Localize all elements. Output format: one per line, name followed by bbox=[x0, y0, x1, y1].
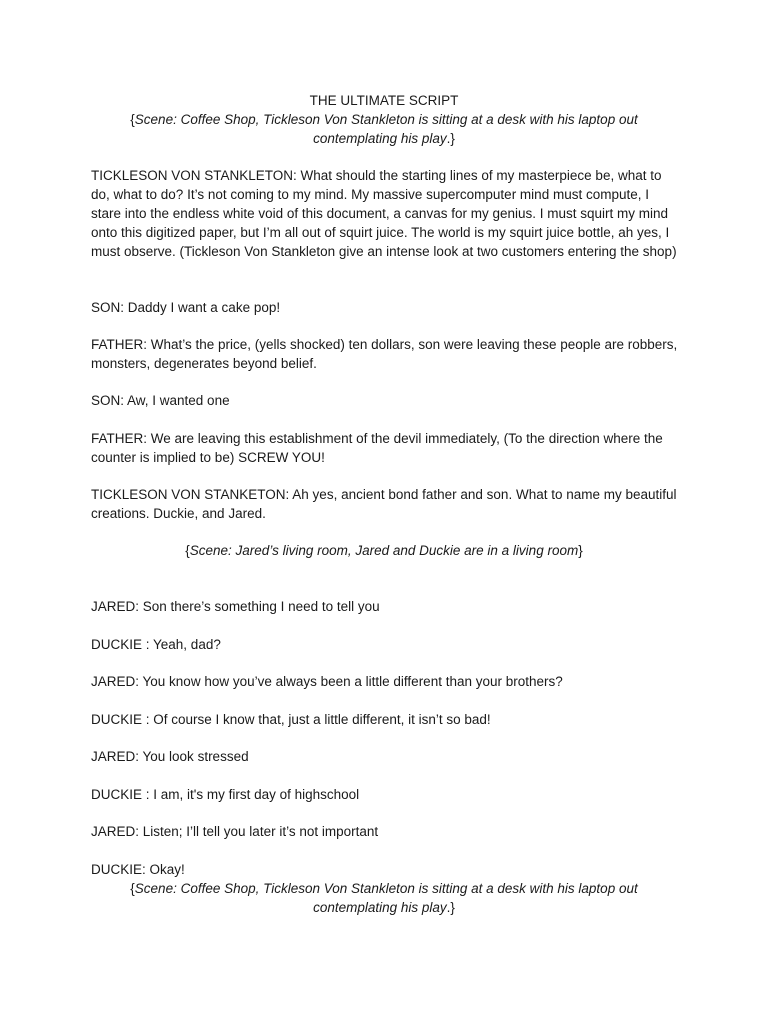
dialogue-line: JARED: Listen; I’ll tell you later it’s not important bbox=[91, 824, 379, 839]
dialogue-line: JARED: You know how you’ve always been a little different than your brothers? bbox=[91, 674, 563, 689]
direction-open-brace: { bbox=[185, 543, 190, 558]
dialogue-line: SON: Daddy I want a cake pop! bbox=[91, 300, 281, 315]
stage-direction-coffee-shop-repeat bbox=[110, 879, 658, 917]
dialogue-line: JARED: Son there’s something I need to tell you bbox=[91, 599, 380, 614]
dialogue-line: DUCKIE : Yeah, dad? bbox=[91, 637, 221, 652]
direction-close-brace: .} bbox=[446, 900, 455, 915]
dialogue-line: SON: Aw, I wanted one bbox=[91, 393, 230, 408]
direction-text: Scene: Coffee Shop, Tickleson Von Stankleton is sitting at a desk with his laptop out contemplating his play bbox=[134, 881, 638, 915]
direction-open-brace: { bbox=[130, 881, 135, 896]
dialogue-line: TICKLESON VON STANKETON: Ah yes, ancient bond father and son. What to name my beautiful creations. Duckie, and Jared. bbox=[91, 487, 677, 521]
direction-close-brace: .} bbox=[446, 131, 455, 146]
direction-text: Scene: Coffee Shop, Tickleson Von Stankleton is sitting at a desk with his laptop out contemplating his play bbox=[134, 112, 638, 146]
dialogue-line: TICKLESON VON STANKLETON: What should the starting lines of my masterpiece be, what to do, what to do? It’s not coming to my mind. My massive supercomputer mind must compute, I stare into the endless white void of this document, a canvas for my genius. I must squirt my mind onto this digitized paper, but I’m all out of squirt juice. The world is my squirt juice bottle, ah yes, I must observe. (Tickleson Von Stankleton give an intense look at two customers entering the shop) bbox=[91, 168, 677, 259]
dialogue-line: DUCKIE : I am, it's my first day of highschool bbox=[91, 787, 360, 802]
script-title: THE ULTIMATE SCRIPT bbox=[309, 93, 459, 108]
dialogue-line: DUCKIE: Okay! bbox=[91, 862, 185, 877]
dialogue-line: FATHER: We are leaving this establishment of the devil immediately, (To the direction where the counter is implied to be) SCREW YOU! bbox=[91, 431, 663, 465]
dialogue-line: DUCKIE : Of course I know that, just a little different, it isn’t so bad! bbox=[91, 712, 491, 727]
dialogue-line: FATHER: What’s the price, (yells shocked) ten dollars, son were leaving these people are robbers, monsters, degenerates beyond belief. bbox=[91, 337, 678, 371]
stage-direction-coffee-shop bbox=[110, 110, 658, 148]
direction-close-brace: } bbox=[578, 543, 583, 558]
dialogue-line: JARED: You look stressed bbox=[91, 749, 249, 764]
direction-open-brace: { bbox=[130, 112, 135, 127]
stage-direction-living-room bbox=[91, 541, 677, 560]
direction-text: Scene: Jared’s living room, Jared and Duckie are in a living room bbox=[189, 543, 579, 558]
